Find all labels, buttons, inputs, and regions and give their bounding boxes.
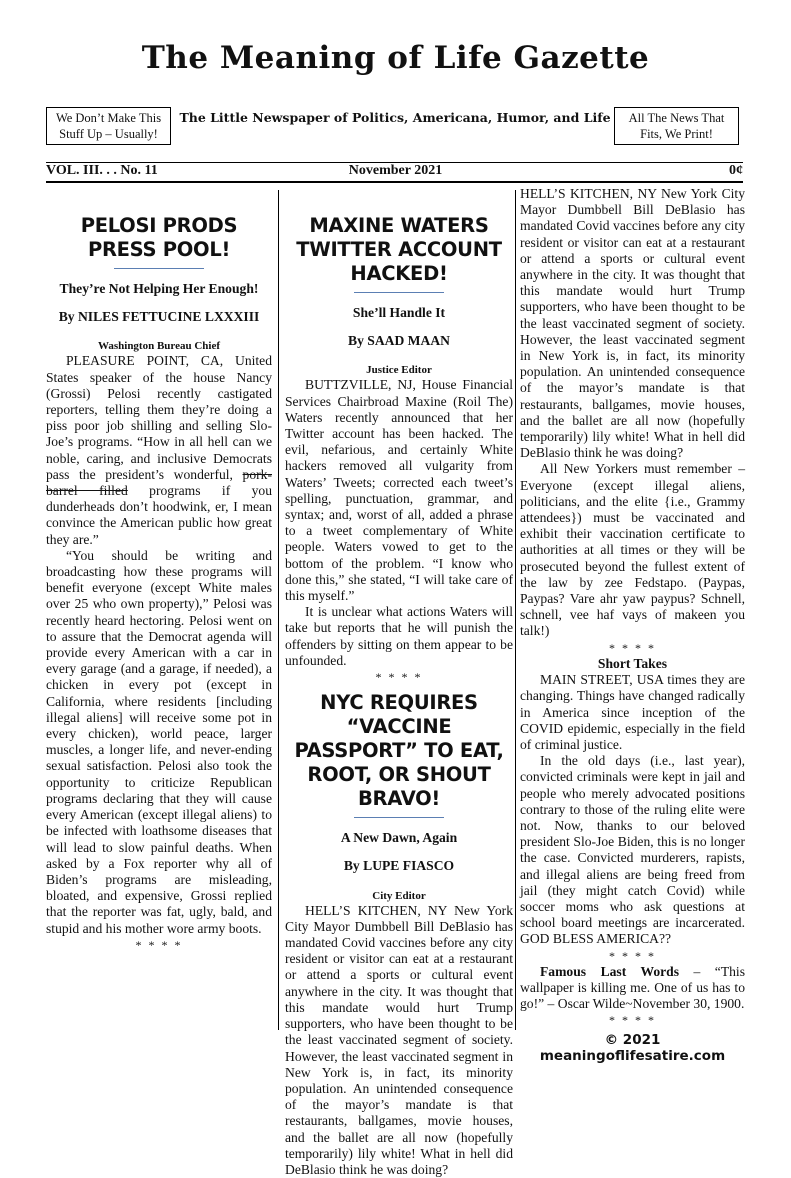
article-byline: By NILES FETTUCINE LXXXIII [58, 309, 260, 325]
article-deck: A New Dawn, Again [340, 830, 458, 846]
byline-role: City Editor [372, 889, 426, 902]
section-separator: * * * * [609, 640, 656, 655]
byline-role: Washington Bureau Chief [97, 340, 221, 353]
famous-last-words: Famous Last Words – “This wallpaper is killing me. One of us has to go!” – Oscar Wilde~November 30, 1900. [520, 963, 745, 1012]
article-paragraph-continued: HELL’S KITCHEN, NY New York City Mayor Dumbbell Bill DeBlasio has mandated Covid vaccines before any city resident or visitor can eat at a restaurant or attend a sports or cultural event anywhere in the city. It was thought that this mandate would hurt Trump supporters, who have been thought to be the least vaccinated segment of society. However, the least vaccinated segment in New York is, in fact, its minority population. An unintended consequence of the mayor’s mandate is that restaurants, ballgames, movie houses, and the ballet are all now (hopefully temporarily) lily white! What in hell did DeBlasio think he was doing? [520, 186, 745, 461]
article-deck: They’re Not Helping Her Enough! [59, 281, 259, 296]
byline-role: Justice Editor [366, 364, 432, 377]
article-paragraph: It is unclear what actions Waters will take but reports that he will punish the offenders by sitting on them appear to be unfounded. [285, 604, 513, 668]
masthead-title: The Meaning of Life Gazette [141, 40, 650, 76]
column-3 [520, 186, 745, 1064]
headline-rule [354, 817, 444, 818]
copyright: © 2021 meaningoflifesatire.com [539, 1031, 726, 1064]
famous-last-words-label: Famous Last Words [540, 963, 680, 979]
column-2 [285, 214, 513, 1178]
folio-rule-bottom [46, 181, 743, 183]
article-headline: MAXINE WATERS TWITTER ACCOUNT HACKED! [296, 214, 502, 285]
article-paragraph: BUTTZVILLE, NJ, House Financial Services Chairbroad Maxine (Roil The) Waters recently announced that her Twitter account has been hacked. The evil, nefarious, and certainly White hackers removed all vulgarity from Waters’ Tweets; corrected each tweet’s spelling, punctuation, grammar, and syntax; and, worst of all, added a phrase to a tweet complementary of White people. Waters vowed to get to the bottom of the problem. “I know who done this,” she stated, “I will take care of this myself.” [285, 377, 513, 604]
section-separator: * * * * [135, 937, 183, 952]
article-headline: PELOSI PRODS PRESS POOL! [80, 214, 238, 261]
article-deck: She’ll Handle It [352, 305, 446, 320]
section-separator: * * * * [609, 948, 656, 963]
column-divider [278, 190, 279, 1030]
headline-rule [354, 292, 444, 293]
ear-right: All The News That Fits, We Print! [614, 107, 739, 145]
article-headline: NYC REQUIRES “VACCINE PASSPORT” TO EAT, ROOT, OR SHOUT BRAVO! [294, 691, 504, 811]
volume-number: VOL. III. . . No. 11 [46, 163, 158, 178]
price: 0¢ [729, 163, 743, 178]
short-takes-heading: Short Takes [597, 655, 668, 671]
article-paragraph: “You should be writing and broadcasting how these programs will benefit everyone (except White males over 25 who own property),” Pelosi was recently heard hectoring. Pelosi went on to assure that the Democrat agenda will provide every American with a car in every garage (and a garage, if needed), a chicken in every pot (except in California, where residents [including illegal aliens] will receive some pot in every chicken), world peace, larger muscles, a longer life, and never-ending sexual satisfaction. Pelosi also took the opportunity to criticize Republican programs declaring that they will cause every American (except illegal aliens) to be infected with loathsome diseases that will lead to slow painful deaths. When asked by a Fox reporter why all of Biden’s programs are misleading, bloated, and expensive, Grossi replied that the reporter was fat, ugly, bald, and stupid and his mother wore army boots. [46, 547, 272, 936]
article-byline: By SAAD MAAN [348, 333, 450, 349]
struck-text: pork-barrel filled [46, 466, 272, 499]
article-byline: By LUPE FIASCO [343, 858, 455, 874]
section-separator: * * * * [609, 1013, 656, 1028]
article-paragraph: PLEASURE POINT, CA, United States speaker of the house Nancy (Grossi) Pelosi recently castigated reporters, telling them they’re doing a piss poor job shilling and selling Slo-Joe’s programs. “How in all hell can we noble, caring, and inclusive Democrats pass the president’s wonderful, pork-barrel filled programs if you dunderheads don’t hoodwink, er, I mean convince the American public how great they are.” [46, 353, 273, 547]
column-divider [515, 190, 516, 1030]
article-paragraph: HELL’S KITCHEN, NY New York City Mayor Dumbbell Bill DeBlasio has mandated Covid vaccines before any city resident or visitor can eat at a restaurant or attend a sports or cultural event anywhere in the city. It was thought that this mandate would hurt Trump supporters, who have been thought to be the least vaccinated segment of society. However, the least vaccinated segment in New York is, in fact, its minority population. An unintended consequence of the mayor’s mandate is that restaurants, ballgames, movie houses, and the ballet are all now (hopefully temporarily) lily white! What in hell did DeBlasio think he was doing? [285, 902, 513, 1177]
article-paragraph: All New Yorkers must remember – Everyone (except illegal aliens, politicians, and the elite {i.e., Grammy attendees}) must be vaccinated and exhibit their vaccination certificate to authorities at all times or they will be prosecuted beyond the fullest extent of the law by zee Fedstapo. (Paypas, Paypas? Vare ahr yaw paypus? Schnell, schnell, vee haf vays of makeen you talk!) [520, 461, 745, 639]
headline-rule [114, 268, 204, 269]
column-1 [46, 214, 272, 953]
article-paragraph: MAIN STREET, USA times they are changing. Things have changed radically in America since inception of the COVID epidemic, especially in the field of criminal justice. [520, 672, 745, 752]
issue-date: November 2021 [348, 163, 443, 178]
tagline: The Little Newspaper of Politics, Americana, Humor, and Life [179, 110, 611, 125]
article-paragraph: In the old days (i.e., last year), convicted criminals were kept in jail and people who merely advocated positions contrary to those of the ruling elite were not. Now, thanks to our beloved president Slo-Joe Biden, this is no longer the case. Convicted murderers, rapists, and illegal aliens are being freed from jail (they might catch Covid) while soccer moms who ask questions at school board meetings are incarcerated. GOD BLESS AMERICA?? [520, 753, 745, 947]
ear-left: We Don’t Make This Stuff Up – Usually! [46, 107, 171, 145]
section-separator: * * * * [375, 670, 423, 685]
